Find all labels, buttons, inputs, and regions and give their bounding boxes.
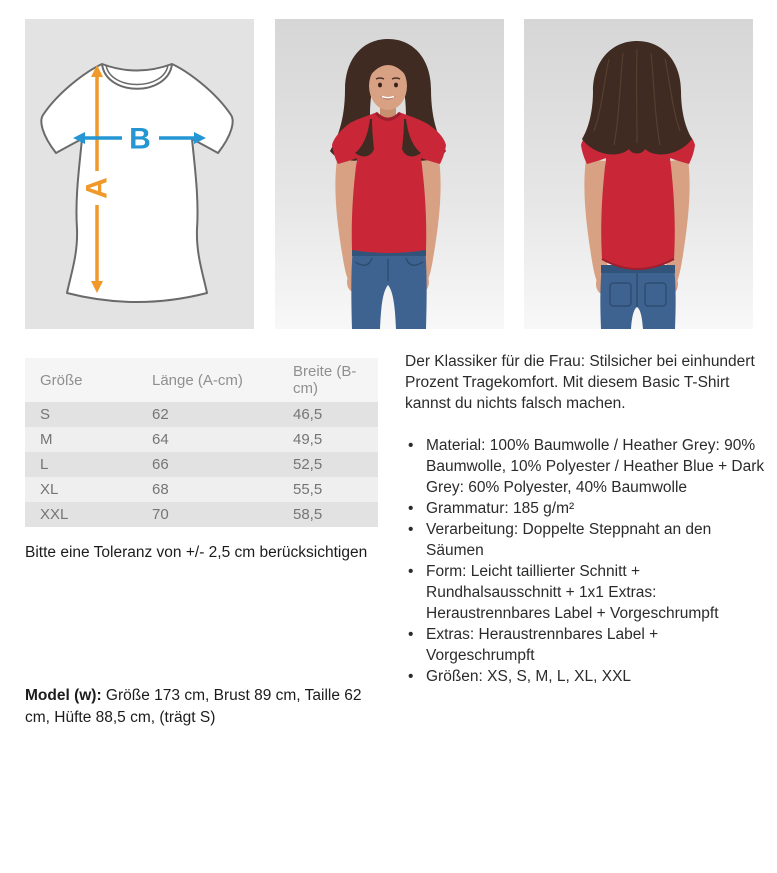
size-table [25, 358, 378, 527]
cell-length: 68 [137, 477, 278, 502]
table-row-xl [25, 477, 378, 502]
cell-size: M [25, 427, 137, 452]
table-row-s [25, 402, 378, 427]
label-b: B [129, 122, 151, 156]
col-header-size: Größe [25, 358, 137, 402]
cell-width: 55,5 [278, 477, 378, 502]
cell-width: 58,5 [278, 502, 378, 527]
model-measurements-note [25, 685, 381, 729]
size-info-column [25, 358, 381, 729]
cell-size: XL [25, 477, 137, 502]
cell-size: S [25, 402, 137, 427]
table-row-m [25, 427, 378, 452]
cell-length: 64 [137, 427, 278, 452]
size-diagram [25, 19, 254, 329]
label-a: A [80, 177, 114, 199]
table-row-xxl [25, 502, 378, 527]
cell-length: 70 [137, 502, 278, 527]
cell-length: 62 [137, 402, 278, 427]
feature-item-form: • Form: Leicht taillierter Schnitt + Rundhalsausschnitt + 1x1 Extras: Heraustrennbares Label + Vorgeschrumpft [405, 561, 769, 624]
col-header-length: Länge (A-cm) [137, 358, 278, 402]
cell-width: 49,5 [278, 427, 378, 452]
cell-width: 46,5 [278, 402, 378, 427]
cell-width: 52,5 [278, 452, 378, 477]
model-back-illustration [524, 19, 753, 329]
model-front-photo [275, 19, 504, 329]
model-back-photo [524, 19, 753, 329]
tolerance-note: Bitte eine Toleranz von +/- 2,5 cm berücksichtigen [25, 544, 368, 561]
model-front-illustration [275, 19, 504, 329]
product-media-row [25, 19, 753, 329]
cell-size: L [25, 452, 137, 477]
feature-item-groessen: • Größen: XS, S, M, L, XL, XXL [405, 666, 769, 687]
description-intro: Der Klassiker für die Frau: Stilsicher bei einhundert Prozent Tragekomfort. Mit diesem Basic T-Shirt kannst du nichts falsch machen. [405, 353, 755, 412]
model-note-label: Model (w): [25, 687, 102, 704]
feature-item-grammatur: • Grammatur: 185 g/m² [405, 498, 769, 519]
cell-length: 66 [137, 452, 278, 477]
col-header-width: Breite (B-cm) [278, 358, 378, 402]
product-description-column [405, 351, 769, 687]
feature-item-material: • Material: 100% Baumwolle / Heather Grey: 90% Baumwolle, 10% Polyester / Heather Blue + Dark Grey: 60% Polyester, 40% Baumwolle [405, 435, 769, 498]
feature-list [405, 435, 769, 687]
table-row-l [25, 452, 378, 477]
cell-size: XXL [25, 502, 137, 527]
model-note-text: Größe 173 cm, Brust 89 cm, Taille 62 cm, Hüfte 88,5 cm, (trägt S) [25, 687, 362, 726]
size-table-header-row [25, 358, 378, 402]
feature-item-extras: • Extras: Heraustrennbares Label + Vorgeschrumpft [405, 624, 769, 666]
feature-item-verarbeitung: • Verarbeitung: Doppelte Steppnaht an den Säumen [405, 519, 769, 561]
size-diagram-image [25, 19, 254, 329]
